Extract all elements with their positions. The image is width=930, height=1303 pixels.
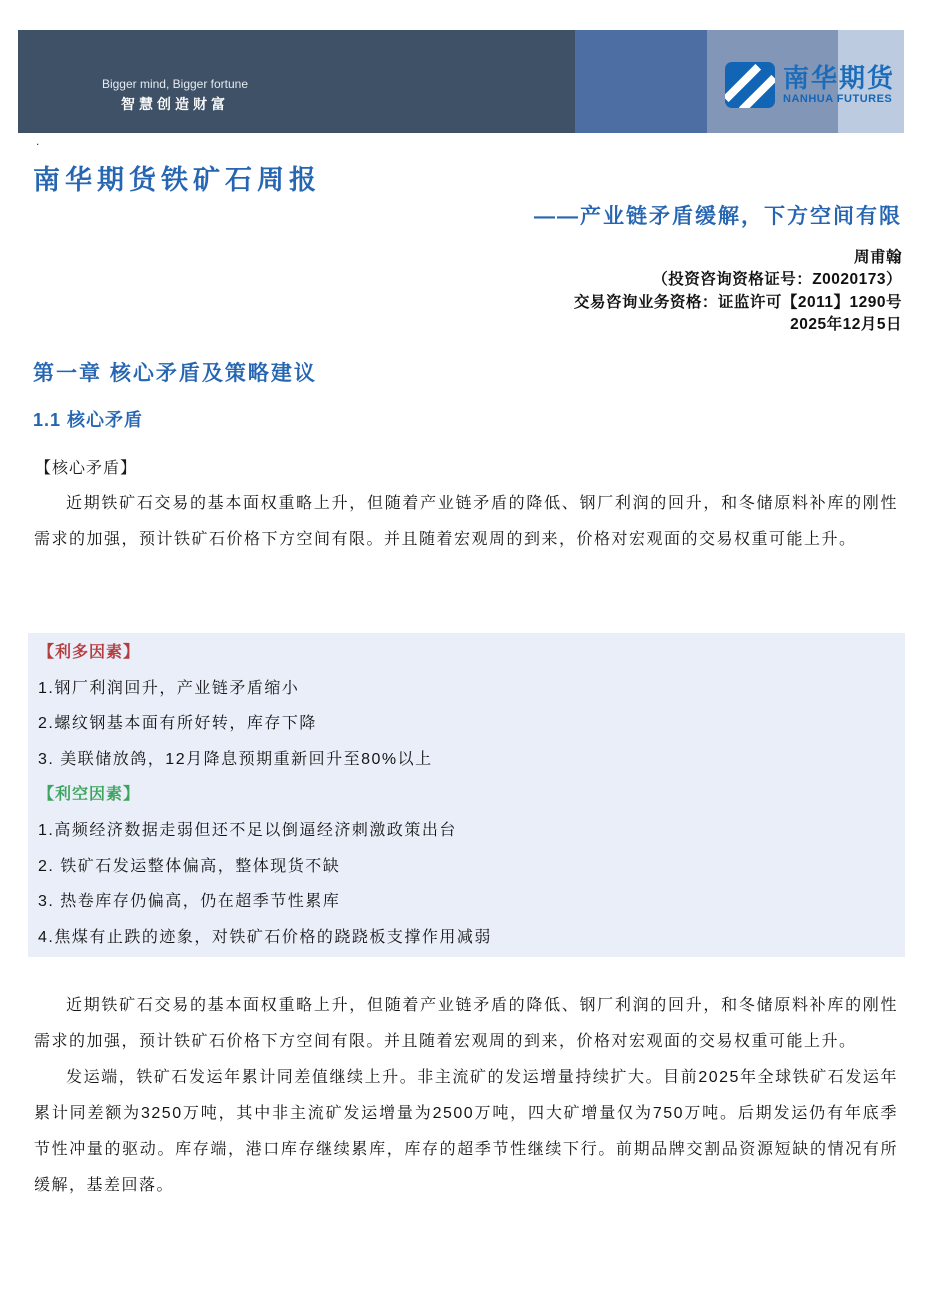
section-heading: 1.1 核心矛盾 [33, 410, 144, 430]
company-slogan [86, 76, 264, 114]
bullish-factors-label: 【利多因素】 [38, 644, 141, 661]
factors-box [28, 633, 905, 957]
logo-name-chinese: 南华期货 [783, 63, 896, 93]
bullish-factor-item: 1.钢厂利润回升，产业链矛盾缩小 [38, 679, 300, 697]
core-issue-label: 【核心矛盾】 [35, 460, 138, 477]
closing-paragraphs-block [34, 988, 898, 1204]
bearish-factors-label: 【利空因素】 [38, 786, 141, 804]
author-name: 周甫翰 [853, 249, 902, 266]
bearish-factor-item: 1.高频经济数据走弱但还不足以倒逼经济刺激政策出台 [38, 821, 457, 839]
bullish-factor-item: 3. 美联储放鸽，12月降息预期重新回升至80%以上 [38, 750, 433, 768]
logo-text [783, 62, 895, 108]
logo-name-english: NANHUA FUTURES [783, 93, 893, 105]
summary-paragraph: 近期铁矿石交易的基本面权重略上升，但随着产业链矛盾的降低、钢厂利润的回升，和冬储原料补库的刚性需求的加强，预计铁矿石价格下方空间有限。并且随着宏观周的到来，价格对宏观面的交易权重可能上升。 [34, 997, 898, 1050]
slogan-english: Bigger mind, Bigger fortune [101, 77, 249, 91]
bearish-factor-item: 4.焦煤有止跌的迹象，对铁矿石价格的跷跷板支撑作用减弱 [38, 928, 492, 946]
bullish-factor-item: 2.螺纹钢基本面有所好转，库存下降 [38, 715, 317, 733]
report-date: 2025年12月5日 [790, 316, 902, 334]
core-issue-paragraph-block [34, 486, 898, 558]
slogan-chinese: 智慧创造财富 [121, 96, 229, 112]
nanhua-logo-icon [725, 62, 775, 108]
bearish-factor-item: 3. 热卷库存仍偏高，仍在超季节性累库 [38, 893, 341, 911]
chapter-heading: 第一章 核心矛盾及策略建议 [33, 362, 317, 385]
banner-band-medium [575, 30, 707, 133]
business-license: 交易咨询业务资格：证监许可【2011】1290号 [573, 293, 902, 311]
report-title: 南华期货铁矿石周报 [33, 165, 321, 195]
bearish-factor-item: 2. 铁矿石发运整体偏高，整体现货不缺 [38, 857, 341, 875]
author-qualification: （投资咨询资格证号：Z0020173） [652, 271, 902, 289]
report-subtitle: ——产业链矛盾缓解，下方空间有限 [534, 205, 902, 228]
author-block [0, 247, 902, 337]
core-issue-paragraph: 近期铁矿石交易的基本面权重略上升，但随着产业链矛盾的降低、钢厂利润的回升，和冬储原料补库的刚性需求的加强，预计铁矿石价格下方空间有限。并且随着宏观周的到来，价格对宏观面的交易权重可能上升。 [34, 495, 898, 548]
stray-period: . [36, 134, 40, 148]
shipment-inventory-paragraph: 发运端，铁矿石发运年累计同差值继续上升。非主流矿的发运增量持续扩大。目前2025年全球铁矿石发运年累计同差额为3250万吨，其中非主流矿发运增量为2500万吨，四大矿增量仅为750万吨。后期发运仍有年底季节性冲量的驱动。库存端，港口库存继续累库，库存的超季节性继续下行。前期品牌交割品资源短缺的情况有所缓解，基差回落。 [34, 1069, 898, 1194]
header-banner [18, 30, 904, 133]
company-logo [725, 62, 895, 108]
